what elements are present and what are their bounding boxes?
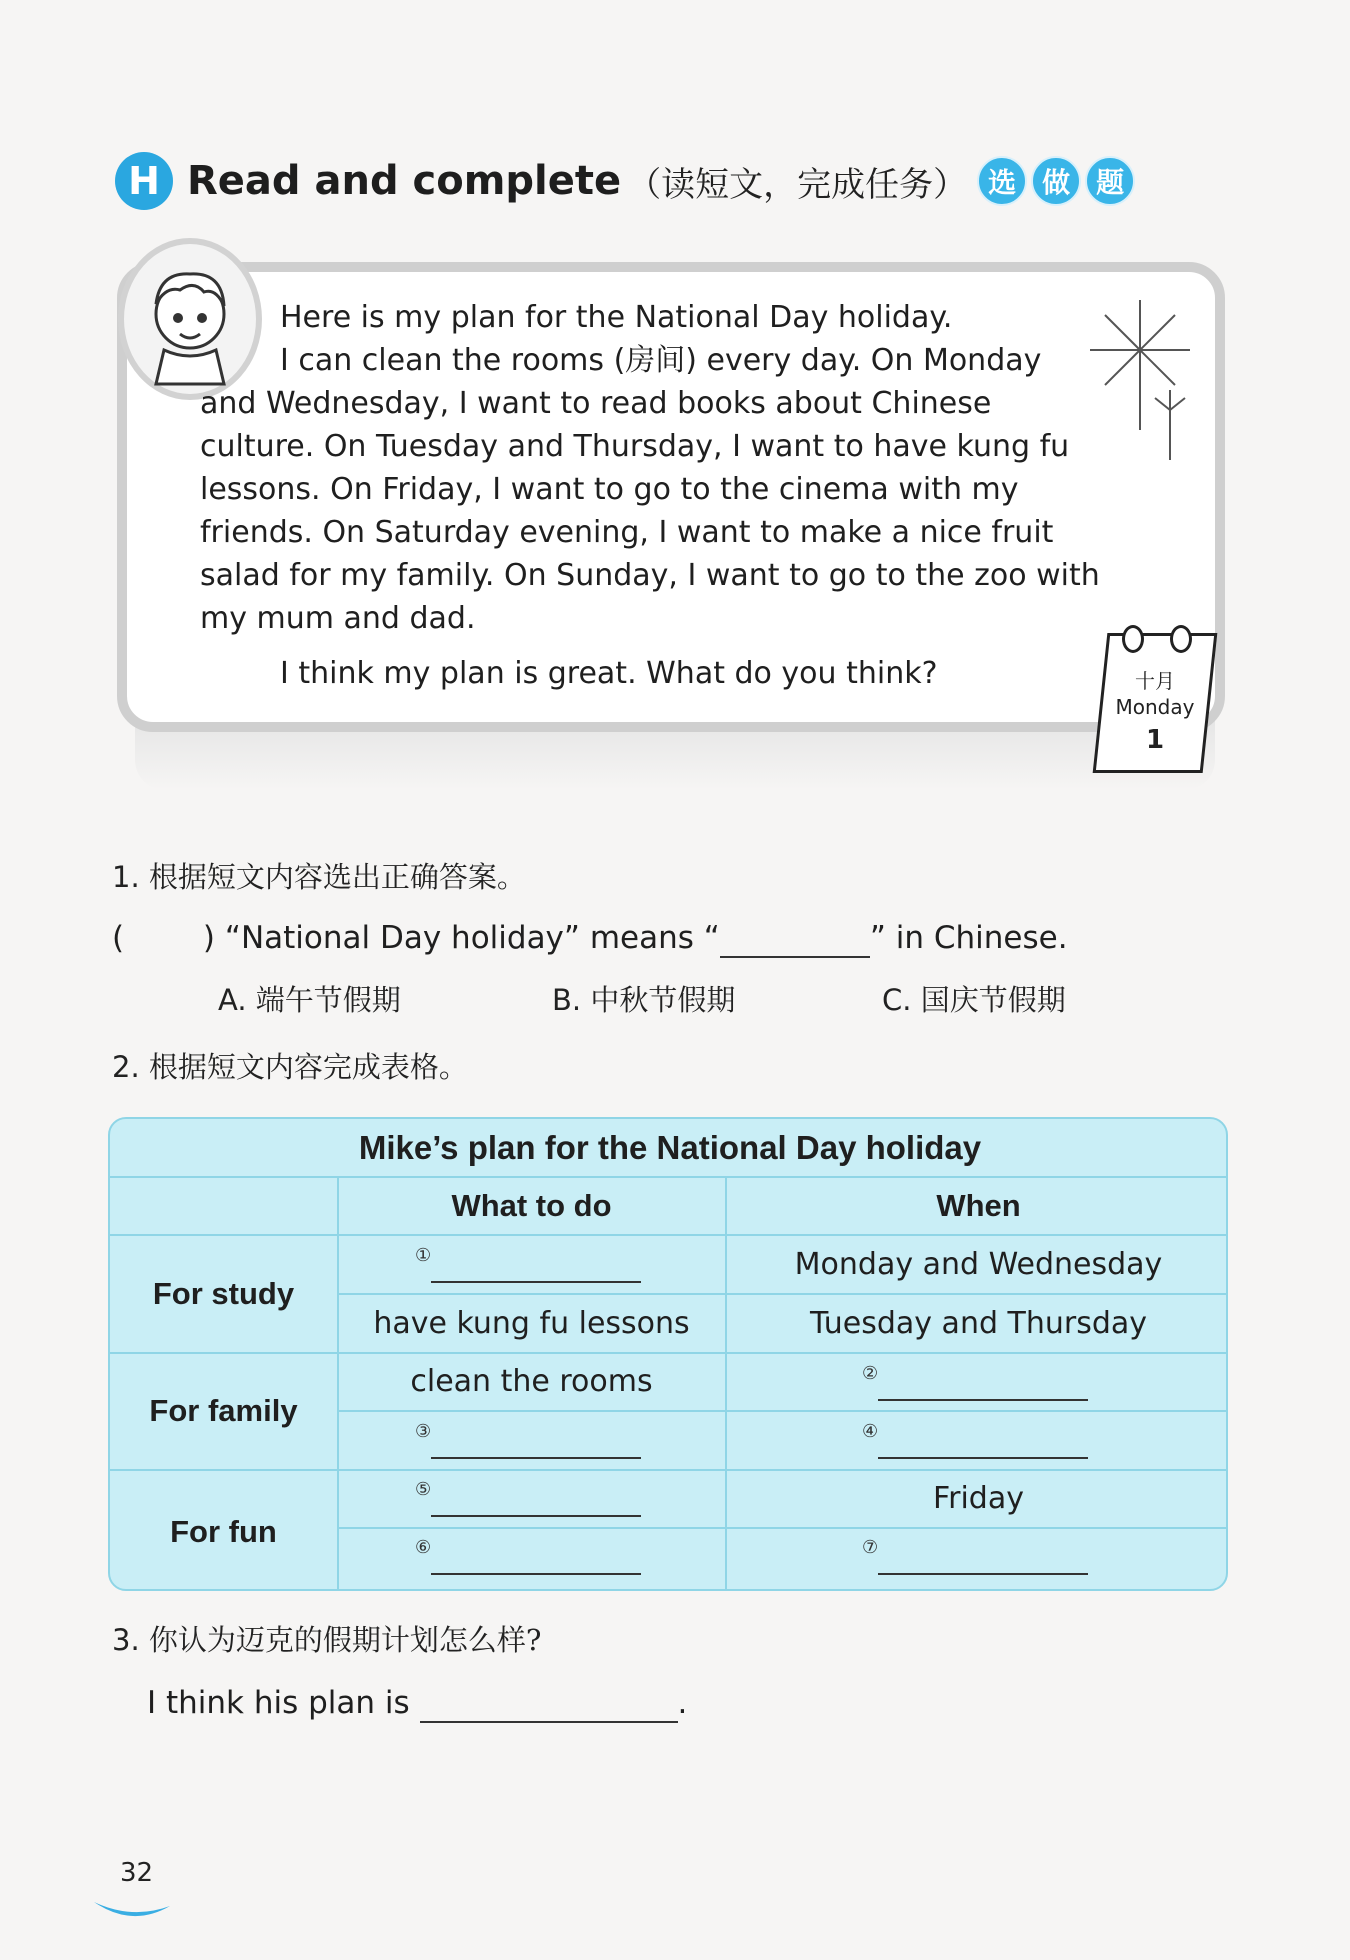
study-row1-when: Monday and Wednesday bbox=[794, 1246, 1163, 1282]
q2-instruction bbox=[112, 1045, 468, 1086]
passage-body: I can clean the rooms (房间) every day. On Monday and Wednesday, I want to read books about Chinese culture. On Tuesday and Thursday, I want to have kung fu lessons. On Friday, I want to go to the cinema with my friends. On Saturday evening, I want to make a nice fruit salad for my family. On Sunday, I want to go to the zoo with my mum and dad. bbox=[200, 343, 1100, 636]
calendar-icon bbox=[1100, 625, 1218, 775]
table-title: Mike’s plan for the National Day holiday bbox=[358, 1128, 982, 1166]
fireworks-icon bbox=[1080, 290, 1200, 470]
q1-stem-after: ” in Chinese. bbox=[869, 920, 1068, 956]
blank-mark: ⑥ bbox=[415, 1537, 432, 1558]
q3-number: 3. bbox=[112, 1623, 140, 1657]
q2-instruction-text: 根据短文内容完成表格。 bbox=[148, 1050, 468, 1084]
page-swoosh-icon bbox=[92, 1898, 172, 1918]
optional-tag: 选 bbox=[977, 156, 1027, 206]
q1-option-c[interactable] bbox=[882, 978, 1066, 1019]
option-letter: A. bbox=[218, 983, 247, 1017]
calendar-month: 十月 bbox=[1135, 669, 1175, 693]
q3-blank[interactable] bbox=[420, 1685, 678, 1723]
blank-3[interactable] bbox=[415, 1421, 655, 1465]
optional-tags bbox=[977, 156, 1139, 206]
blank-4[interactable] bbox=[862, 1421, 1102, 1465]
blank-mark: ③ bbox=[415, 1421, 432, 1442]
q3-instruction-text: 你认为迈克的假期计划怎么样? bbox=[148, 1623, 542, 1657]
q1-stem-before: “National Day holiday” means “ bbox=[224, 920, 720, 956]
blank-5[interactable] bbox=[415, 1479, 655, 1523]
blank-mark: ⑦ bbox=[862, 1537, 879, 1558]
col-header-when: When bbox=[936, 1187, 1021, 1223]
q3-sentence bbox=[147, 1685, 687, 1723]
q1-stem bbox=[112, 920, 1068, 958]
option-letter: C. bbox=[882, 983, 912, 1017]
study-row2-what: have kung fu lessons bbox=[373, 1305, 690, 1341]
q3-sentence-before: I think his plan is bbox=[147, 1685, 410, 1721]
q3-instruction bbox=[112, 1618, 541, 1659]
passage-intro: Here is my plan for the National Day holiday. bbox=[280, 300, 953, 335]
option-letter: B. bbox=[552, 983, 582, 1017]
q1-answer-paren[interactable]: ( ) bbox=[112, 920, 216, 956]
q1-instruction bbox=[112, 855, 526, 896]
calendar-weekday: Monday bbox=[1115, 695, 1195, 719]
blank-7[interactable] bbox=[862, 1537, 1102, 1581]
optional-tag: 做 bbox=[1031, 156, 1081, 206]
blank-2[interactable] bbox=[862, 1363, 1102, 1407]
blank-mark: ② bbox=[862, 1363, 879, 1384]
q3-sentence-after: . bbox=[677, 1685, 688, 1721]
study-row2-when: Tuesday and Thursday bbox=[809, 1305, 1148, 1341]
blank-mark: ⑤ bbox=[415, 1479, 432, 1500]
option-text: 国庆节假期 bbox=[920, 983, 1066, 1017]
plan-table bbox=[108, 1117, 1228, 1591]
option-text: 端午节假期 bbox=[255, 983, 401, 1017]
section-subtitle: （读短文，完成任务） bbox=[627, 164, 968, 205]
q1-option-b[interactable] bbox=[552, 978, 735, 1019]
blank-mark: ① bbox=[415, 1245, 432, 1266]
calendar-date: 1 bbox=[1145, 725, 1165, 755]
group-for-fun: For fun bbox=[170, 1513, 277, 1549]
blank-mark: ④ bbox=[862, 1421, 879, 1442]
q1-blank[interactable] bbox=[720, 920, 870, 958]
q1-option-a[interactable] bbox=[218, 978, 401, 1019]
page-number: 32 bbox=[120, 1858, 154, 1888]
optional-tag: 题 bbox=[1085, 156, 1135, 206]
passage-closing: I think my plan is great. What do you think? bbox=[280, 656, 938, 691]
q1-instruction-text: 根据短文内容选出正确答案。 bbox=[148, 860, 526, 894]
blank-6[interactable] bbox=[415, 1537, 655, 1581]
section-header bbox=[115, 150, 1139, 212]
passage-text bbox=[200, 296, 1180, 695]
q1-number: 1. bbox=[112, 860, 140, 894]
q2-number: 2. bbox=[112, 1050, 140, 1084]
col-header-what: What to do bbox=[451, 1187, 612, 1223]
fun-row1-when: Friday bbox=[933, 1481, 1024, 1516]
option-text: 中秋节假期 bbox=[590, 983, 736, 1017]
blank-1[interactable] bbox=[415, 1245, 655, 1289]
family-row1-what: clean the rooms bbox=[410, 1364, 653, 1399]
section-title: Read and complete bbox=[187, 158, 622, 204]
group-for-study: For study bbox=[152, 1275, 295, 1311]
group-for-family: For family bbox=[149, 1393, 298, 1428]
section-badge: H bbox=[115, 152, 173, 210]
